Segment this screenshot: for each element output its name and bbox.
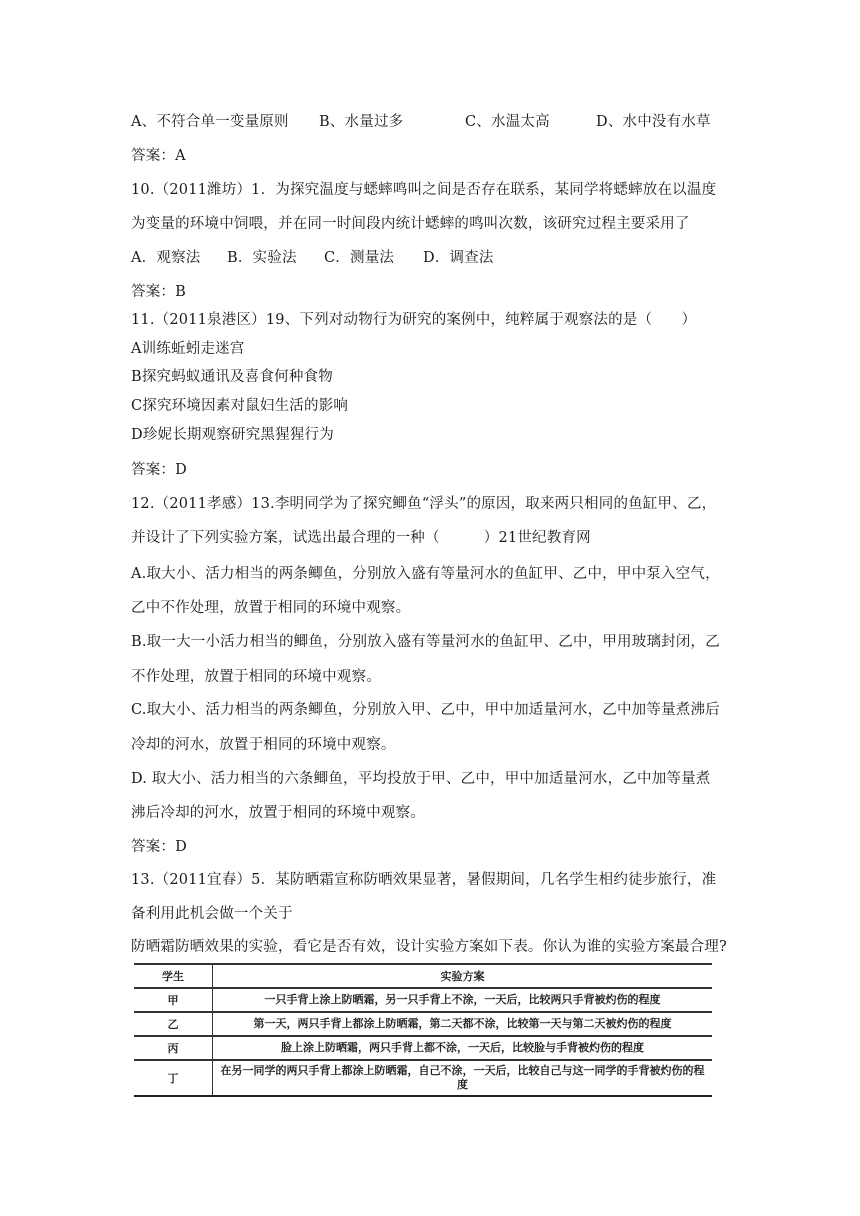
q11-option-a: A训练蚯蚓走迷宫 — [131, 341, 245, 357]
q9-option-a: A、不符合单一变量原则 — [131, 114, 289, 130]
table-row — [134, 1012, 712, 1036]
plan-cell: 第一天，两只手背上都涂上防晒霜，第二天都不涂，比较第一天与第二天被灼伤的程度 — [213, 1012, 713, 1036]
q13-stem-line-2: 备利用此机会做一个关于 — [131, 906, 293, 922]
experiment-plan-table — [134, 963, 712, 1097]
q10-stem-line-2: 为变量的环境中饲喂，并在同一时间段内统计蟋蟀的鸣叫次数，该研究过程主要采用了 — [131, 216, 690, 232]
q11-option-c: C探究环境因素对鼠妇生活的影响 — [131, 398, 349, 414]
plan-cell: 脸上涂上防晒霜，两只手背上都不涂，一天后，比较脸与手背被灼伤的程度 — [213, 1036, 713, 1060]
q12-option-d-line-2: 沸后冷却的河水，放置于相同的环境中观察。 — [131, 805, 425, 821]
q13-stem-line-1: 13.（2011宜春）5．某防晒霜宣称防晒效果显著，暑假期间，几名学生相约徒步旅行，准 — [131, 872, 717, 888]
q10-option-d: D．调查法 — [423, 250, 494, 266]
q12-stem-line-1: 12.（2011孝感）13.李明同学为了探究鲫鱼“浮头”的原因，取来两只相同的鱼缸甲、乙， — [131, 496, 717, 512]
q10-option-b: B．实验法 — [227, 250, 297, 266]
table-row — [134, 988, 712, 1012]
table-row — [134, 1060, 712, 1096]
q12-option-b-line-2: 不作处理，放置于相同的环境中观察。 — [131, 669, 381, 685]
q12-answer: 答案：D — [131, 839, 187, 855]
header-student: 学生 — [134, 964, 213, 988]
q10-option-c: C．测量法 — [324, 250, 395, 266]
student-cell: 丁 — [134, 1060, 213, 1096]
q10-answer: 答案：B — [131, 284, 186, 300]
student-cell: 丙 — [134, 1036, 213, 1060]
q11-answer: 答案：D — [131, 462, 187, 478]
q11-option-b: B探究蚂蚁通讯及喜食何种食物 — [131, 369, 333, 385]
q12-option-b-line-1: B.取一大一小活力相当的鲫鱼，分别放入盛有等量河水的鱼缸甲、乙中，甲用玻璃封闭，乙 — [131, 634, 720, 650]
q11-stem: 11.（2011泉港区）19、下列对动物行为研究的案例中，纯粹属于观察法的是（ ） — [131, 312, 697, 328]
plan-cell: 在另一同学的两只手背上都涂上防晒霜，自己不涂，一天后，比较自己与这一同学的手背被灼伤的程度 — [213, 1060, 713, 1096]
q9-option-c: C、水温太高 — [465, 114, 550, 130]
q12-option-d-line-1: D. 取大小、活力相当的六条鲫鱼，平均投放于甲、乙中，甲中加适量河水，乙中加等量煮 — [131, 771, 711, 787]
q9-option-b: B、水量过多 — [319, 114, 404, 130]
header-plan: 实验方案 — [213, 964, 713, 988]
q11-option-d: D珍妮长期观察研究黑猩猩行为 — [131, 427, 334, 443]
plan-cell: 一只手背上涂上防晒霜，另一只手背上不涂，一天后，比较两只手背被灼伤的程度 — [213, 988, 713, 1012]
q9-options — [131, 112, 711, 132]
table-header-row — [134, 964, 712, 988]
table-row — [134, 1036, 712, 1060]
q13-stem-line-3: 防晒霜防晒效果的实验，看它是否有效，设计实验方案如下表。你认为谁的实验方案最合理? — [131, 939, 727, 955]
q12-option-a-line-2: 乙中不作处理，放置于相同的环境中观察。 — [131, 600, 411, 616]
q10-stem-line-1: 10.（2011潍坊）1．为探究温度与蟋蟀鸣叫之间是否存在联系，某同学将蟋蟀放在以温度 — [131, 182, 717, 198]
q9-option-d: D、水中没有水草 — [596, 114, 711, 130]
q10-options — [131, 248, 494, 268]
student-cell: 乙 — [134, 1012, 213, 1036]
q9-answer: 答案：A — [131, 148, 186, 164]
q12-option-c-line-2: 冷却的河水，放置于相同的环境中观察。 — [131, 737, 396, 753]
q12-option-c-line-1: C.取大小、活力相当的两条鲫鱼，分别放入甲、乙中，甲中加适量河水，乙中加等量煮沸后 — [131, 702, 720, 718]
q12-option-a-line-1: A.取大小、活力相当的两条鲫鱼，分别放入盛有等量河水的鱼缸甲、乙中，甲中泵入空气， — [131, 566, 720, 582]
student-cell: 甲 — [134, 988, 213, 1012]
q10-option-a: A．观察法 — [131, 250, 201, 266]
q12-stem-line-2: 并设计了下列实验方案，试选出最合理的一种（ ）21世纪教育网 — [131, 530, 591, 546]
